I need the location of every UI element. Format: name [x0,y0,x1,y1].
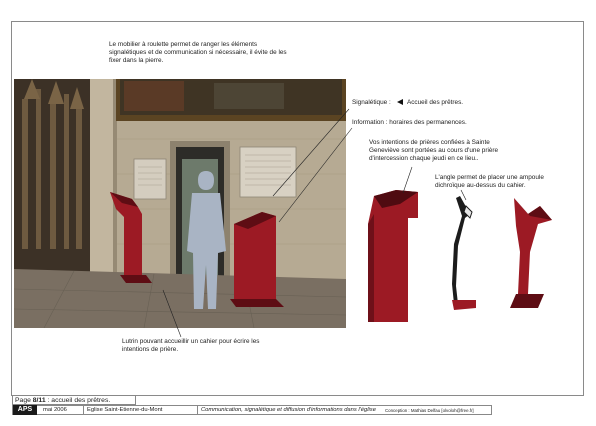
footer-credit: Conception : Mathias Delfau [olvoloh@free.fr] [385,408,474,413]
footer-subject: Communication, signalétique et diffusion d'informations dans l'église [201,407,376,413]
annotation-mobile-furniture: Le mobilier à roulette permet de ranger les éléments signalétiques et de communication si nécessaire, il évite de les fixer dans la pierre. [109,41,287,65]
footer-divider [197,406,198,415]
signaletique-value: Accueil des prêtres. [406,99,464,106]
brand-logo: APS [13,405,37,415]
lectern-sketches [360,186,570,326]
footer-date: mai 2006 [43,407,67,413]
page-title: Page 8/11 : accueil des prêtres. [12,395,136,405]
footer-bar [12,405,492,415]
annotation-lutrin: Lutrin pouvant accueillir un cahier pour écrire les intentions de prière. [122,338,260,354]
church-interior-photo [14,79,346,328]
signaletique-label: Signalétique : [352,99,391,106]
page-number: 8/11 [32,397,46,404]
annotation-intentions: Vos intentions de prières confiées à Sainte Geneviève sont portées au cours d'une prière d'intercession chaque jeudi en ce lieu.. [369,139,499,163]
footer-church: Eglise Saint-Etienne-du-Mont [87,407,163,413]
annotation-signaletique [352,99,502,107]
left-triangle-icon [397,99,403,105]
annotation-information: Information : horaires des permanences. [352,119,467,126]
annotation-angle: L'angle permet de placer une ampoule dichroïque au-dessus du cahier. [435,174,544,190]
footer-divider [83,406,84,415]
